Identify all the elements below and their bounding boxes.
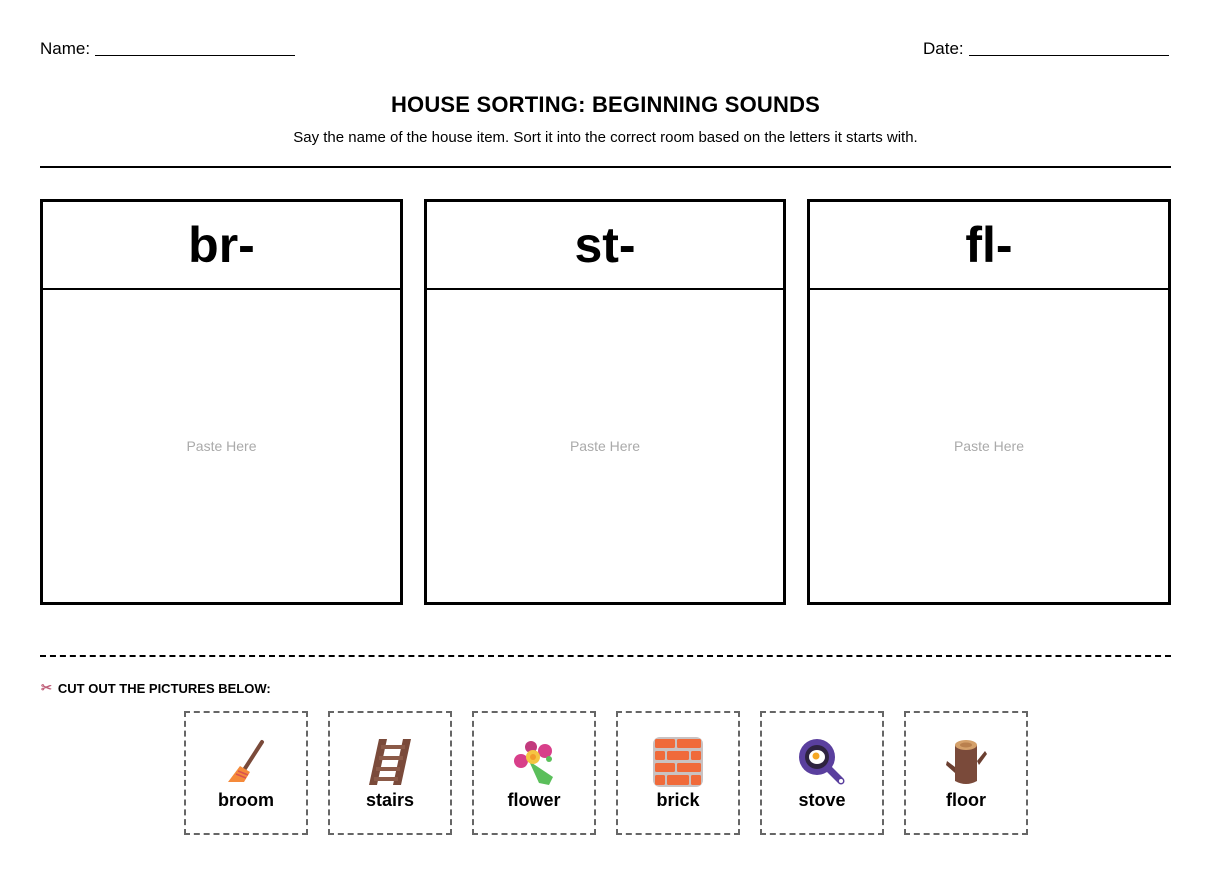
header-divider — [40, 166, 1171, 168]
broom-icon — [220, 736, 272, 788]
paste-area[interactable] — [43, 290, 400, 602]
scissors-icon: ✂ — [41, 680, 52, 695]
card-word: stairs — [365, 789, 415, 810]
name-line[interactable] — [95, 54, 295, 56]
name-field[interactable] — [40, 39, 295, 59]
name-label: Name: — [40, 39, 91, 58]
date-label: Date: — [923, 39, 964, 58]
picture-card-floor[interactable] — [904, 711, 1028, 835]
worksheet-instructions: Say the name of the house item. Sort it into the correct room based on the letters it starts with. — [293, 129, 918, 146]
paste-area[interactable] — [427, 290, 783, 602]
picture-card-flower[interactable] — [472, 711, 596, 835]
paste-area[interactable] — [810, 290, 1168, 602]
card-word: stove — [798, 789, 846, 810]
picture-card-broom[interactable] — [184, 711, 308, 835]
bouquet-icon — [508, 736, 560, 788]
brick-icon — [652, 736, 704, 788]
sort-box-heading: fl- — [810, 202, 1168, 290]
sort-box-heading: br- — [43, 202, 400, 290]
card-word: flower — [507, 789, 561, 810]
picture-card-stairs[interactable] — [328, 711, 452, 835]
paste-placeholder: Paste Here — [186, 438, 257, 454]
card-word: broom — [218, 789, 274, 810]
wood-log-icon — [940, 736, 992, 788]
date-line[interactable] — [969, 54, 1169, 56]
picture-cards — [184, 711, 1028, 835]
card-word: brick — [656, 789, 700, 810]
paste-placeholder: Paste Here — [953, 438, 1025, 454]
card-word: floor — [946, 789, 986, 810]
date-field[interactable] — [923, 39, 1169, 59]
picture-card-stove[interactable] — [760, 711, 884, 835]
sort-box-fl — [807, 199, 1171, 605]
sort-box-st — [424, 199, 786, 605]
paste-placeholder: Paste Here — [569, 438, 641, 454]
ladder-icon — [364, 736, 416, 788]
sort-box-br — [40, 199, 403, 605]
cut-dashed-line — [40, 655, 1171, 657]
sort-box-heading: st- — [427, 202, 783, 290]
cut-section-label — [41, 680, 271, 696]
cut-instruction: CUT OUT THE PICTURES BELOW: — [57, 680, 271, 696]
frying-pan-icon — [796, 736, 848, 788]
picture-card-brick[interactable] — [616, 711, 740, 835]
worksheet-title: HOUSE SORTING: BEGINNING SOUNDS — [390, 92, 821, 117]
